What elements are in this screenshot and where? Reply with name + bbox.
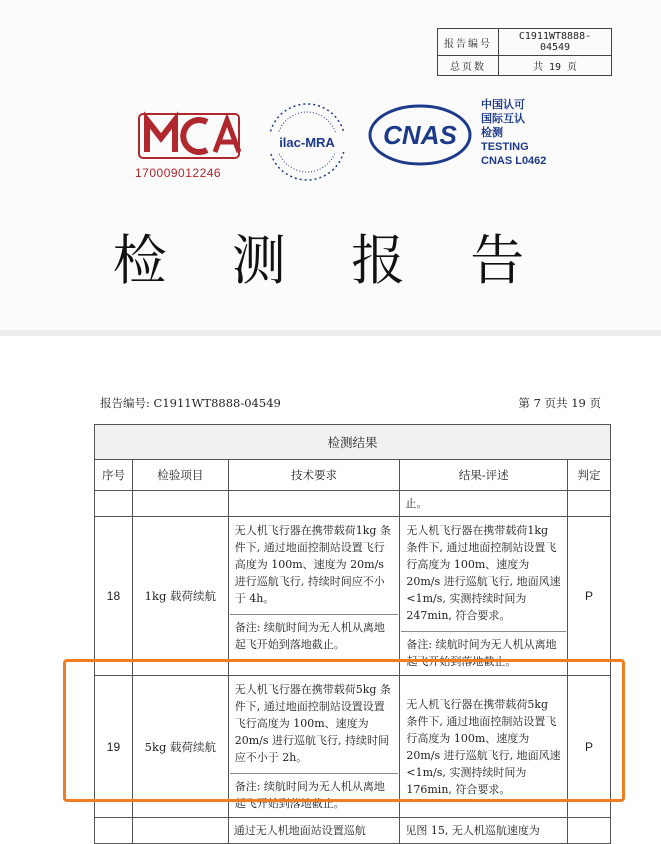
table-row	[95, 676, 611, 818]
pages-value: 共 19 页	[499, 56, 612, 76]
row-requirement: 无人机飞行器在携带载荷5kg 条件下, 通过地面控制站设置设置飞行高度为 100m、速度为 20m/s 进行巡航飞行, 持续时间应不小于 2h。	[234, 683, 391, 764]
table-row	[95, 491, 611, 517]
row-number: 19	[95, 676, 133, 818]
partial-requirement: 通过无人机地面站设置巡航	[228, 818, 400, 844]
pages-label: 总页数	[438, 56, 499, 76]
report-no-label: 报告编号	[438, 29, 499, 56]
row-requirement-note: 备注: 续航时间为无人机从离地起飞开始到落地截止。	[230, 773, 399, 816]
column-header: 序号	[95, 460, 133, 491]
row-judgement: P	[568, 517, 611, 676]
cma-mark-icon	[135, 108, 245, 164]
table-row	[95, 818, 611, 844]
row-item: 1kg 载荷续航	[132, 517, 228, 676]
cma-number: 170009012246	[135, 166, 222, 180]
row-result: 无人机飞行器在携带载荷1kg 条件下, 通过地面控制站设置飞行高度为 100m、速度为 20m/s 进行巡航飞行, 地面风速<1m/s, 实测持续时间为 247min, 符合要求。	[406, 524, 561, 622]
cnas-info-line: CNAS L0462	[481, 155, 547, 167]
cnas-logo-icon	[368, 104, 472, 166]
report-header-number: 报告编号: C1911WT8888-04549	[100, 396, 281, 410]
table-row	[95, 517, 611, 676]
row-result: 无人机飞行器在携带载荷5kg 条件下, 通过地面控制站设置飞行高度为 100m、速度为 20m/s 进行巡航飞行, 地面风速<1m/s, 实测持续时间为 176min, 符合要求。	[406, 697, 561, 796]
carry-over-result: 止。	[400, 491, 568, 517]
row-requirement: 无人机飞行器在携带载荷1kg 条件下, 通过地面控制站设置飞行高度为 100m、速度为 20m/s 进行巡航飞行, 持续时间应不小于 4h。	[234, 524, 391, 605]
cnas-info-line: TESTING	[481, 141, 529, 153]
report-header-page: 第 7 页共 19 页	[518, 396, 601, 410]
ilac-mra-logo-icon	[262, 98, 352, 186]
ilac-text: ilac-MRA	[279, 135, 335, 150]
report-meta-box	[437, 28, 612, 76]
cnas-info-line: 国际互认	[481, 113, 525, 125]
row-item: 5kg 载荷续航	[132, 676, 228, 818]
report-title: 检 测 报 告	[112, 229, 549, 292]
cnas-info	[481, 98, 546, 168]
report-no-value: C1911WT8888-04549	[499, 29, 612, 56]
results-table	[94, 424, 611, 844]
column-header: 技术要求	[228, 460, 400, 491]
table-header-row	[95, 460, 611, 491]
cnas-info-line: 检测	[481, 127, 503, 139]
cma-logo	[135, 108, 247, 180]
column-header: 判定	[568, 460, 611, 491]
row-judgement: P	[568, 676, 611, 818]
column-header: 结果-评述	[400, 460, 568, 491]
partial-result: 见图 15, 无人机巡航速度为	[400, 818, 568, 844]
cnas-text: CNAS	[383, 120, 457, 150]
column-header: 检验项目	[132, 460, 228, 491]
row-result-note: 备注: 续航时间为无人机从离地起飞开始到落地截止。	[401, 631, 566, 674]
cover-page	[0, 0, 661, 330]
row-number: 18	[95, 517, 133, 676]
cnas-info-line: 中国认可	[481, 99, 525, 111]
row-requirement-note: 备注: 续航时间为无人机从离地起飞开始到落地截止。	[230, 614, 399, 657]
table-title: 检测结果	[95, 425, 611, 460]
